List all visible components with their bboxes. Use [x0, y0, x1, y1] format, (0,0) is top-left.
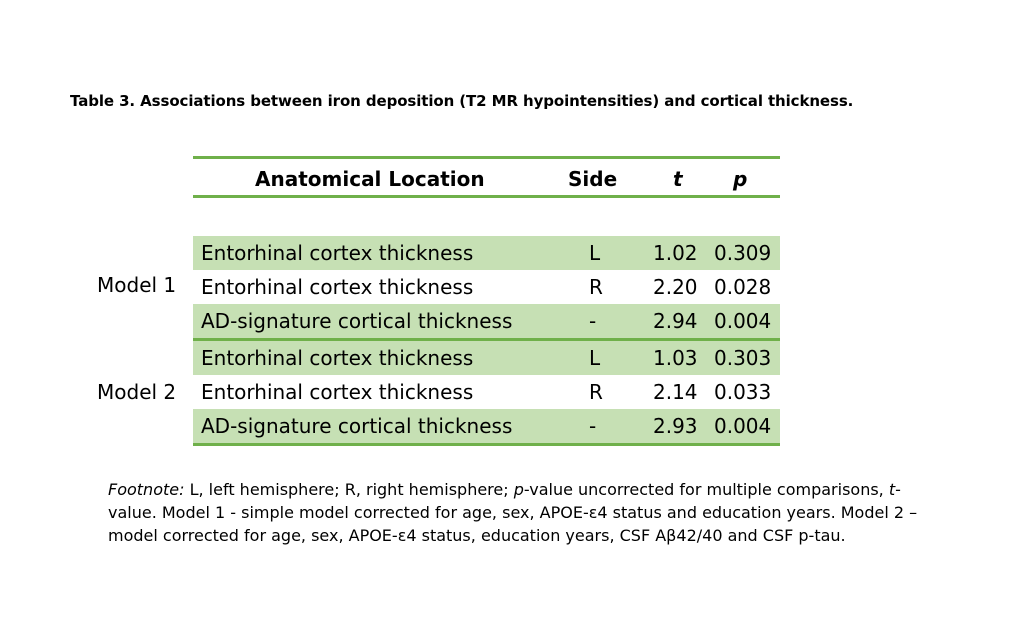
cell-p: 0.033: [714, 380, 772, 404]
cell-p: 0.303: [714, 346, 772, 370]
cell-t: 1.02: [653, 241, 698, 265]
table-row: [193, 409, 780, 443]
cell-side: L: [589, 241, 601, 265]
table-bottom-rule: [193, 443, 780, 446]
cell-t: 2.14: [653, 380, 698, 404]
cell-location: Entorhinal cortex thickness: [201, 241, 474, 265]
header-anatomical-location: Anatomical Location: [255, 167, 485, 191]
footnote-text-1: L, left hemisphere; R, right hemisphere;: [184, 480, 514, 499]
table-row: [193, 341, 780, 375]
footnote-t-italic: t: [888, 480, 896, 499]
header-side: Side: [568, 167, 618, 191]
cell-side: R: [589, 275, 603, 299]
cell-location: AD-signature cortical thickness: [201, 414, 513, 438]
table-row: [193, 270, 780, 304]
cell-location: Entorhinal cortex thickness: [201, 275, 474, 299]
cell-p: 0.004: [714, 309, 772, 333]
table-row: [193, 236, 780, 270]
footnote-text-3: -value. Model 1 - simple model corrected for age, sex, APOE-ε4 status and education years. Model 2 – model corrected for age, sex, APOE-ε4 status, education years, CSF Aβ42/40 and CSF p-tau.: [108, 480, 918, 545]
model-1-label: Model 1: [97, 273, 177, 297]
footnote-text-2: -value uncorrected for multiple comparisons,: [523, 480, 889, 499]
header-p: p: [733, 167, 748, 191]
table-caption: Table 3. Associations between iron deposition (T2 MR hypointensities) and cortical thickness.: [70, 92, 854, 110]
table-row: [193, 304, 780, 338]
cell-t: 2.94: [653, 309, 698, 333]
footnote-p-italic: p: [513, 480, 524, 499]
cell-side: -: [589, 309, 597, 333]
table-header-rule: [193, 195, 780, 198]
header-t: t: [673, 167, 683, 191]
cell-side: R: [589, 380, 603, 404]
cell-p: 0.309: [714, 241, 772, 265]
cell-t: 2.93: [653, 414, 698, 438]
cell-side: -: [589, 414, 597, 438]
footnote: [108, 478, 938, 547]
cell-p: 0.004: [714, 414, 772, 438]
cell-side: L: [589, 346, 601, 370]
cell-location: AD-signature cortical thickness: [201, 309, 513, 333]
table-header: [193, 159, 780, 195]
footnote-label: Footnote:: [108, 480, 185, 499]
cell-location: Entorhinal cortex thickness: [201, 346, 474, 370]
cell-t: 1.03: [653, 346, 698, 370]
model-2-label: Model 2: [97, 380, 177, 404]
cell-location: Entorhinal cortex thickness: [201, 380, 474, 404]
table-body: [193, 236, 780, 446]
cell-p: 0.028: [714, 275, 772, 299]
cell-t: 2.20: [653, 275, 698, 299]
table-row: [193, 375, 780, 409]
